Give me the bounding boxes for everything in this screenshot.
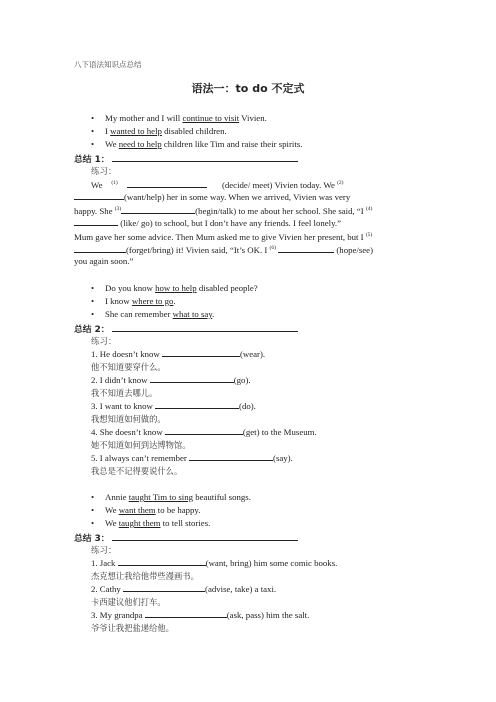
example-sentence-6: • She can remember what to say. xyxy=(91,309,215,319)
blank-2[interactable] xyxy=(74,191,124,200)
exercise-3-3-blank[interactable] xyxy=(145,609,227,618)
blank-5[interactable] xyxy=(74,244,126,253)
exercise-2-4-blank[interactable] xyxy=(165,426,243,435)
passage-line-5: Mum gave her some advice. Then Mum asked me to give Vivien her present, but I $^{(5)}$ xyxy=(74,232,373,242)
example-sentence-3: • We need to help children like Tim and raise their spirits. xyxy=(91,139,303,149)
passage-line-3: happy. She $^{(3)}$ (begin/talk) to me about her school. She said, “I $^{(4)}$ xyxy=(74,206,373,216)
page-title: 语法一：to do 不定式 xyxy=(191,82,305,95)
exercise-3-1-translation: 杰克想让我给他带些漫画书。 xyxy=(91,571,199,581)
practice-label-1: 练习： xyxy=(91,167,117,177)
blank-6[interactable] xyxy=(278,244,334,253)
blank-3[interactable] xyxy=(121,205,195,214)
exercise-2-2-translation: 我不知道去哪儿。 xyxy=(91,388,158,398)
blank-1[interactable] xyxy=(127,179,207,188)
summary-1: 总结 1： xyxy=(74,152,298,165)
page-header: 八下语法知识点总结 xyxy=(74,60,142,69)
example-sentence-9: • We taught them to tell stories. xyxy=(91,518,211,528)
example-sentence-7: • Annie taught Tim to sing beautiful songs. xyxy=(91,492,251,502)
summary-1-blank[interactable] xyxy=(112,153,298,162)
example-sentence-8: • We want them to be happy. xyxy=(91,505,201,515)
exercise-2-5: 5. I always can’t remember (say). xyxy=(91,453,293,463)
exercise-3-3: 3. My grandpa (ask, pass) him the salt. xyxy=(91,610,310,620)
example-sentence-1: • My mother and I will continue to visit Vivien. xyxy=(91,113,267,123)
exercise-2-3-blank[interactable] xyxy=(155,400,239,409)
exercise-2-2-blank[interactable] xyxy=(150,374,234,383)
example-sentence-2: • I wanted to help disabled children. xyxy=(91,126,227,136)
passage-line-4: (like/ go) to school, but I don’t have any friends. I feel lonely.” xyxy=(74,217,341,229)
exercise-3-2-blank[interactable] xyxy=(123,583,205,592)
passage-line-6: (forget/bring) it! Vivien said, “It’s OK. I $^{(6)}$ (hope/see) xyxy=(74,243,373,256)
exercise-2-1-translation: 他不知道要穿什么。 xyxy=(91,362,166,372)
exercise-3-2-translation: 卡西建议他们打车。 xyxy=(91,597,166,607)
exercise-2-5-blank[interactable] xyxy=(189,452,273,461)
exercise-3-2: 2. Cathy (advise, take) a taxi. xyxy=(91,584,277,594)
exercise-3-1-blank[interactable] xyxy=(118,557,206,566)
exercise-2-1-blank[interactable] xyxy=(162,348,240,357)
summary-2-blank[interactable] xyxy=(112,323,298,332)
blank-4[interactable] xyxy=(74,217,118,226)
exercise-2-3: 3. I want to know (do). xyxy=(91,401,256,411)
passage-line-7: you again soon.” xyxy=(74,256,134,266)
summary-2: 总结 2： xyxy=(74,322,298,335)
example-sentence-4: • Do you know how to help disabled people? xyxy=(91,283,258,293)
example-sentence-5: • I know where to go. xyxy=(91,296,176,306)
exercise-2-5-translation: 我总是不记得要说什么。 xyxy=(91,466,183,476)
summary-3-blank[interactable] xyxy=(112,532,298,541)
exercise-2-4: 4. She doesn’t know (get) to the Museum. xyxy=(91,427,317,437)
practice-label-2: 练习： xyxy=(91,337,117,347)
practice-label-3: 练习： xyxy=(91,546,117,556)
exercise-3-1: 1. Jack (want, bring) him some comic books. xyxy=(91,558,338,568)
exercise-2-2: 2. I didn’t know (go). xyxy=(91,375,251,385)
passage-line-1: We $^{(1)}$ (decide/ meet) Vivien today. We $^{(2)}$ xyxy=(91,180,344,190)
exercise-2-4-translation: 她不知道如何到达博物馆。 xyxy=(91,440,191,450)
exercise-2-3-translation: 我想知道如何做的。 xyxy=(91,414,166,424)
exercise-2-1: 1. He doesn’t know (wear). xyxy=(91,349,266,359)
passage-line-2: (want/help) her in some way. When we arrived, Vivien was very xyxy=(74,191,350,203)
exercise-3-3-translation: 爷爷让我把盐递给他。 xyxy=(91,623,174,633)
summary-3: 总结 3： xyxy=(74,531,298,544)
